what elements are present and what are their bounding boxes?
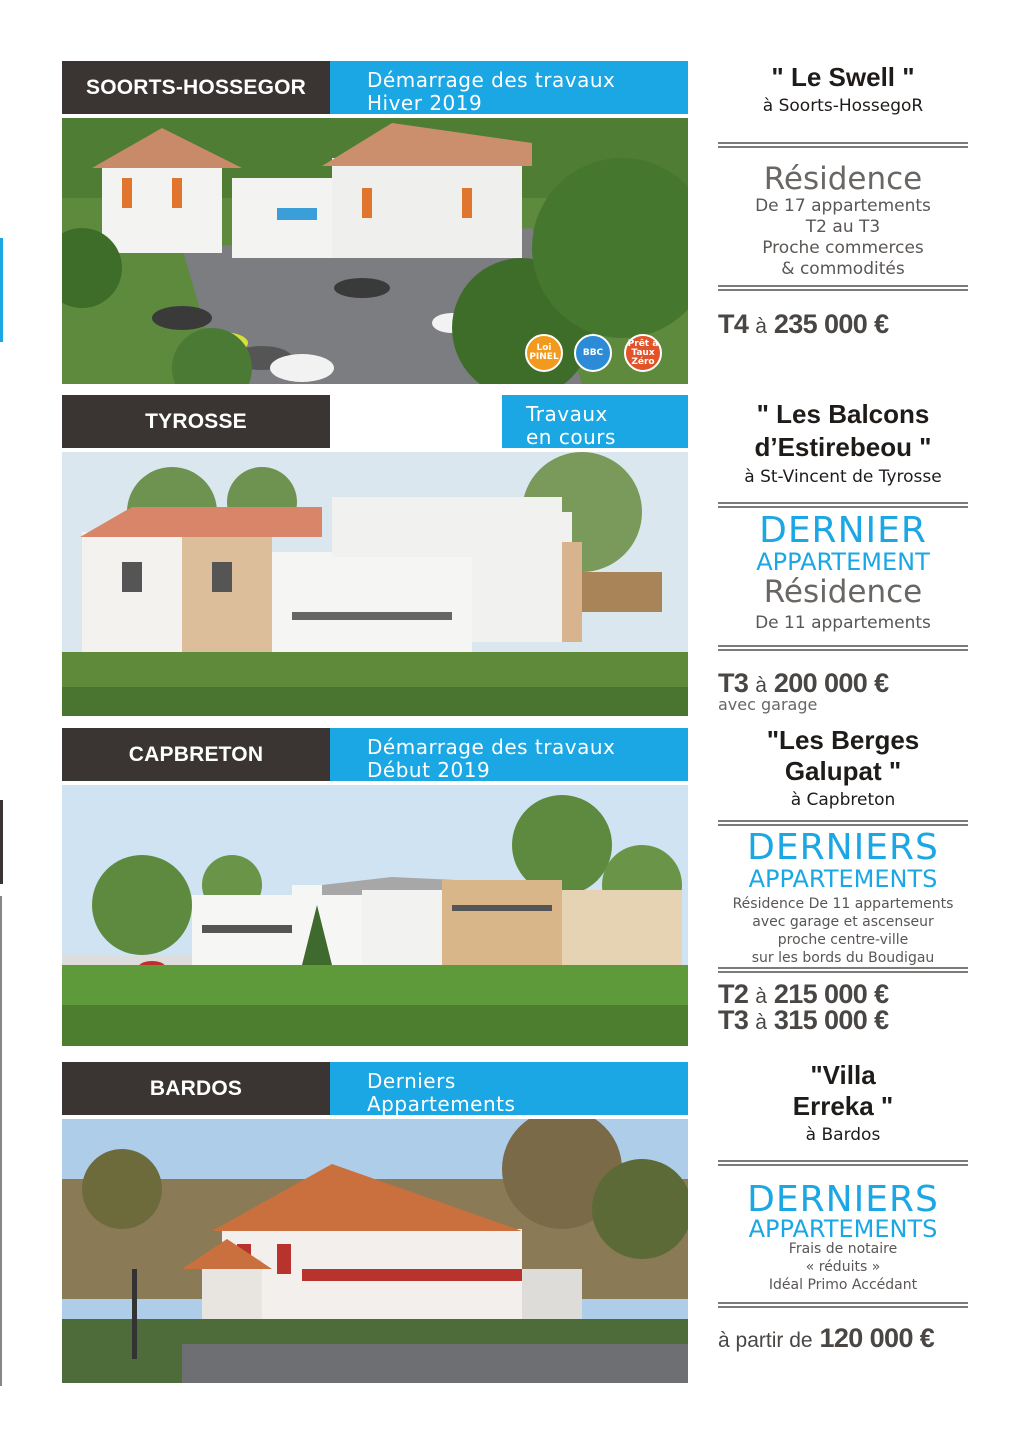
highlight-label: DERNIER	[759, 510, 927, 551]
price-value: 200 000 €	[773, 668, 889, 698]
desc-line: & commodités	[781, 259, 905, 279]
divider	[718, 967, 968, 973]
edge-mark-dark	[0, 800, 3, 884]
edge-mark-blue	[0, 238, 3, 342]
listing-details-bardos	[718, 1179, 968, 1294]
price-value: 235 000 €	[773, 309, 889, 339]
highlight-label: APPARTEMENTS	[748, 865, 938, 893]
price-type: T3	[718, 668, 749, 698]
property-title: "Les Berges	[766, 725, 920, 755]
property-title: Galupat "	[784, 756, 902, 786]
desc-line: « réduits »	[805, 1259, 881, 1275]
divider	[718, 502, 968, 508]
location-label: SOORTS-HOSSEGOR	[62, 61, 330, 114]
property-title: Erreka "	[792, 1091, 894, 1121]
status-line: Hiver 2019	[367, 91, 483, 115]
price-value: 120 000 €	[819, 1323, 935, 1353]
price-value: 215 000 €	[773, 979, 889, 1009]
status-banner	[330, 728, 688, 781]
divider	[718, 1302, 968, 1308]
price-type: T3	[718, 1005, 749, 1035]
status-banner	[330, 1062, 688, 1115]
price-note: avec garage	[718, 695, 818, 714]
location-label: BARDOS	[62, 1062, 330, 1115]
highlight-label: APPARTEMENTS	[748, 1215, 938, 1243]
status-banner	[502, 395, 688, 448]
desc-line: proche centre-ville	[777, 932, 909, 948]
status-line: Démarrage des travaux	[367, 68, 616, 92]
price-line	[718, 1007, 889, 1036]
status-line: Démarrage des travaux	[367, 735, 616, 759]
desc-line: Proche commerces	[762, 238, 924, 258]
location-label: CAPBRETON	[62, 728, 330, 781]
listing-info-tyrosse	[718, 398, 968, 487]
divider	[718, 1160, 968, 1166]
divider	[718, 142, 968, 148]
desc-line: Frais de notaire	[788, 1241, 898, 1257]
status-line: Début 2019	[367, 758, 491, 782]
listing-info-capbreton	[718, 725, 968, 810]
listing-details-hossegor	[718, 162, 968, 280]
property-title: d’Estirebeou "	[754, 432, 932, 462]
highlight-label: DERNIERS	[747, 1179, 939, 1220]
property-render-image	[62, 118, 688, 384]
highlight-label: APPARTEMENT	[756, 548, 930, 576]
price-prefix: à	[755, 1011, 767, 1034]
property-place: à Capbreton	[790, 790, 896, 810]
price-prefix: à	[755, 315, 767, 338]
property-photo-image	[62, 1119, 688, 1383]
listing-details-capbreton	[718, 827, 968, 967]
property-title: "Villa	[810, 1060, 876, 1090]
location-label: TYROSSE	[62, 395, 330, 448]
desc-line: avec garage et ascenseur	[752, 914, 934, 930]
status-line: en cours	[526, 425, 616, 449]
property-render-image	[62, 785, 688, 1046]
price-prefix: à	[755, 985, 767, 1008]
property-place: à Soorts-HossegoR	[762, 96, 924, 116]
desc-line: T2 au T3	[805, 217, 881, 237]
status-line: Derniers	[367, 1069, 456, 1093]
pinel-badge-icon: Loi PINEL	[525, 334, 563, 372]
desc-line: Idéal Primo Accédant	[768, 1277, 918, 1293]
desc-line: De 11 appartements	[755, 613, 931, 633]
divider	[718, 820, 968, 826]
ptz-badge-icon: Prêt à Taux Zéro	[624, 334, 662, 372]
residence-label: Résidence	[763, 161, 923, 197]
divider	[718, 645, 968, 651]
listing-info-bardos	[718, 1060, 968, 1145]
property-title: " Les Balcons	[756, 399, 930, 429]
property-place: à St-Vincent de Tyrosse	[744, 467, 942, 487]
price-line	[718, 311, 889, 340]
listing-info-hossegor	[718, 62, 968, 116]
desc-line: De 17 appartements	[755, 196, 931, 216]
price-type: T2	[718, 979, 749, 1009]
property-render-image	[62, 452, 688, 716]
listing-card-tyrosse	[62, 395, 688, 716]
property-title: " Le Swell "	[771, 62, 915, 92]
price-line	[718, 1325, 934, 1354]
status-banner	[330, 61, 688, 114]
divider	[718, 285, 968, 291]
residence-label: Résidence	[763, 574, 923, 610]
edge-mark-gray	[0, 896, 2, 1386]
highlight-label: DERNIERS	[747, 827, 939, 868]
listing-card-capbreton	[62, 728, 688, 1046]
bbc-badge-icon: BBC	[574, 334, 612, 372]
listing-card-hossegor	[62, 61, 688, 384]
price-value: 315 000 €	[773, 1005, 889, 1035]
property-place: à Bardos	[805, 1125, 881, 1145]
status-line: Travaux	[526, 402, 608, 426]
price-type: T4	[718, 309, 749, 339]
desc-line: sur les bords du Boudigau	[751, 950, 935, 966]
price-prefix: à	[755, 674, 767, 697]
listing-card-bardos	[62, 1062, 688, 1383]
status-line: Appartements	[367, 1092, 516, 1116]
price-prefix: à partir de	[718, 1329, 813, 1352]
listing-details-tyrosse	[718, 510, 968, 634]
desc-line: Résidence De 11 appartements	[732, 896, 954, 912]
